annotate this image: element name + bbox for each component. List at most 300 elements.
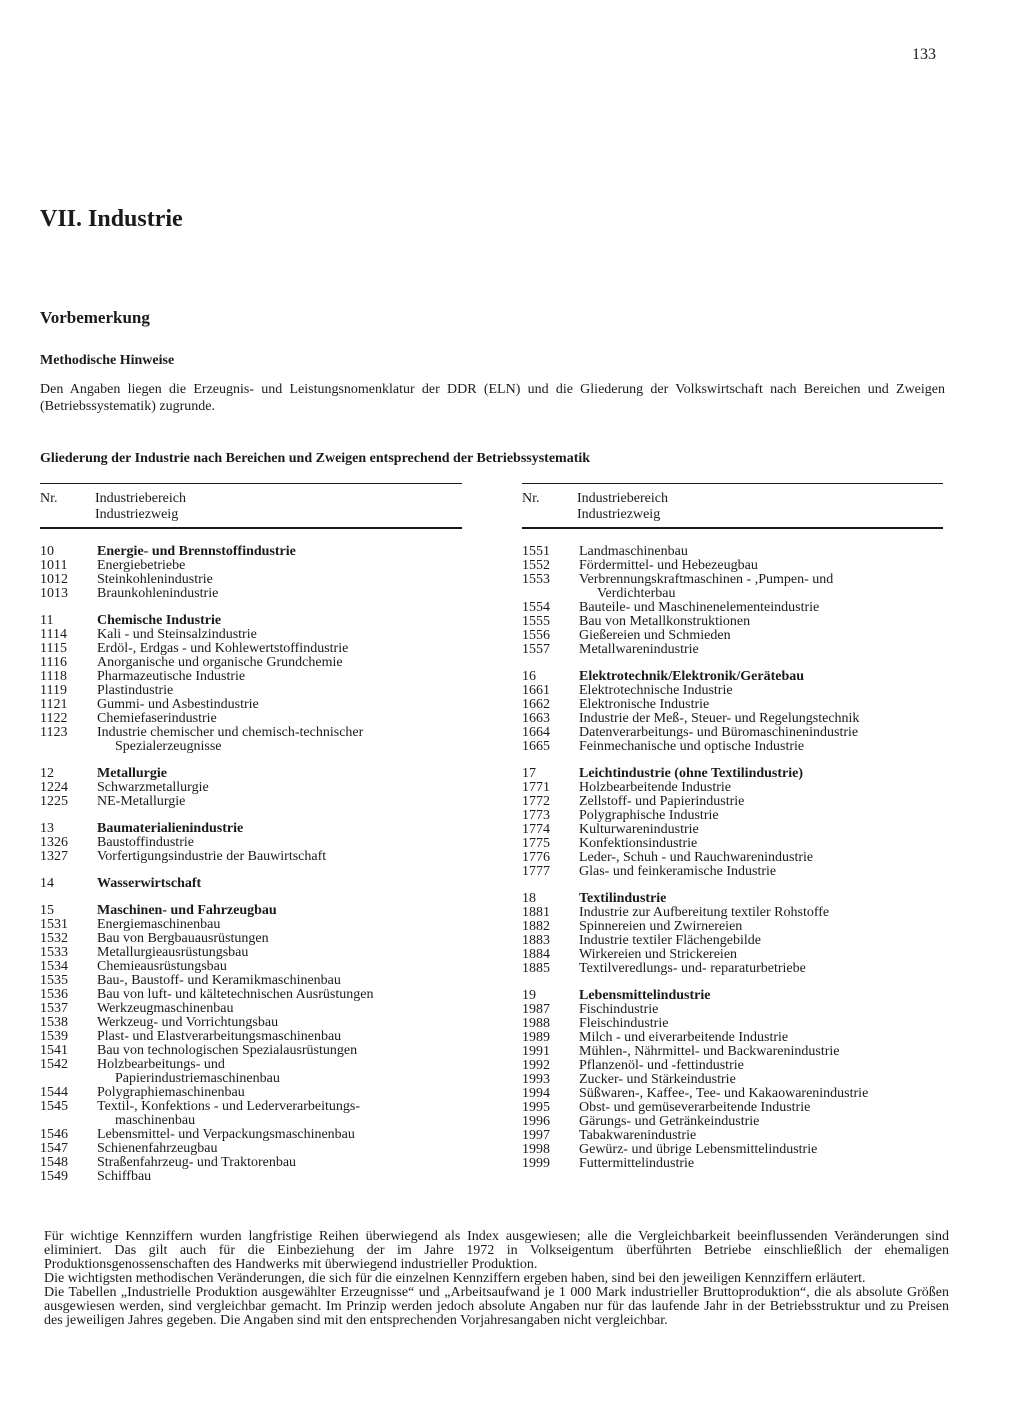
row-label: [97, 614, 462, 628]
row-label-text: Straßenfahrzeug- und Traktorenbau: [97, 1155, 297, 1170]
row-label-text: Pharmazeutische Industrie: [97, 669, 246, 684]
table-header: [522, 484, 943, 527]
row-label: [579, 1045, 943, 1059]
row-label-text: Verbrennungskraftmaschinen - ,Pumpen- und: [579, 572, 834, 587]
row-label-text: Landmaschinenbau: [579, 544, 688, 559]
table-row: [40, 1002, 462, 1016]
row-label-text: Schwarzmetallurgie: [97, 780, 209, 795]
table-row: [522, 559, 943, 573]
row-label: [579, 1129, 943, 1143]
row-label-text: Gummi- und Asbestindustrie: [97, 697, 259, 712]
row-label-text: Gewürz- und übrige Lebensmittelindustrie: [579, 1142, 818, 1157]
row-label: [97, 781, 462, 795]
row-label: [579, 573, 943, 601]
row-label: [579, 809, 943, 823]
row-label-text: Lebensmittelindustrie: [579, 988, 711, 1003]
row-label: [97, 712, 462, 726]
page-number: 133: [912, 46, 936, 63]
row-label-text: Lebensmittel- und Verpackungsmaschinenbau: [97, 1127, 355, 1142]
row-label: [97, 850, 462, 864]
row-label: [97, 836, 462, 850]
row-code: 1548: [40, 1155, 68, 1170]
row-label: [579, 837, 943, 851]
row-label-text: Fischindustrie: [579, 1002, 659, 1017]
row-label-text: Schiffbau: [97, 1169, 152, 1184]
table-row: [40, 960, 462, 974]
table-row: [522, 573, 943, 601]
row-code: 1988: [522, 1016, 550, 1031]
row-label: [579, 670, 943, 684]
row-code: 1885: [522, 961, 550, 976]
row-code: 1552: [522, 558, 550, 573]
row-label: [97, 684, 462, 698]
table-row: [40, 642, 462, 656]
row-label: [97, 932, 462, 946]
table-row: [40, 1016, 462, 1030]
row-label: [579, 601, 943, 615]
row-label: [97, 1002, 462, 1016]
row-code: 1547: [40, 1141, 68, 1156]
row-code: 17: [522, 766, 536, 781]
table-row: [40, 698, 462, 712]
table-row: [40, 1100, 462, 1128]
table-row: [522, 1017, 943, 1031]
footer-notes: [44, 1230, 949, 1328]
row-code: 11: [40, 613, 54, 628]
row-label-text: Bau-, Baustoff- und Keramikmaschinenbau: [97, 973, 341, 988]
table-row: [522, 1073, 943, 1087]
row-code: 1115: [40, 641, 67, 656]
row-code: 1539: [40, 1029, 68, 1044]
row-label-text: Polygraphiemaschinenbau: [97, 1085, 245, 1100]
row-label: [97, 877, 462, 891]
row-code: 1011: [40, 558, 68, 573]
table-row: [40, 850, 462, 864]
table-row: [40, 918, 462, 932]
row-label-text: Süßwaren-, Kaffee-, Tee- und Kakaowarenindustrie: [579, 1086, 869, 1101]
row-label: [579, 1017, 943, 1031]
row-label-text: Metallurgie: [97, 766, 167, 781]
table-row: [40, 1142, 462, 1156]
table-row: [522, 795, 943, 809]
row-label-text: Kali - und Steinsalzindustrie: [97, 627, 257, 642]
row-label: [97, 946, 462, 960]
table-row: [522, 1143, 943, 1157]
row-label-text: NE-Metallurgie: [97, 794, 186, 809]
row-label: [579, 643, 943, 657]
table-row: [40, 656, 462, 670]
row-label-text: Steinkohlenindustrie: [97, 572, 213, 587]
header-line1: Industriebereich: [95, 491, 186, 506]
row-label-text: Pflanzenöl- und -fettindustrie: [579, 1058, 744, 1073]
header-labels: [95, 491, 186, 523]
table-row: [522, 545, 943, 559]
row-label-text: Glas- und feinkeramische Industrie: [579, 864, 777, 879]
table-row: [522, 726, 943, 740]
row-code: 1013: [40, 586, 68, 601]
row-label-text: Wirkereien und Strickereien: [579, 947, 738, 962]
table-row: [522, 851, 943, 865]
table-row: [522, 1059, 943, 1073]
row-label: [579, 1073, 943, 1087]
row-label: [579, 726, 943, 740]
row-code: 1123: [40, 725, 68, 740]
row-label-text: Plast- und Elastverarbeitungsmaschinenbau: [97, 1029, 342, 1044]
row-label: [579, 851, 943, 865]
row-code: 1773: [522, 808, 550, 823]
row-label: [579, 712, 943, 726]
row-code: 1224: [40, 780, 68, 795]
row-code: 1551: [522, 544, 550, 559]
row-label: [579, 920, 943, 934]
header-line2: Industriezweig: [95, 507, 179, 522]
row-label-text: Fleischindustrie: [579, 1016, 669, 1031]
table-row: [40, 795, 462, 809]
row-label-text: Metallurgieausrüstungsbau: [97, 945, 249, 960]
row-label: [579, 615, 943, 629]
table-row: [40, 1030, 462, 1044]
row-label-text: Werkzeug- und Vorrichtungsbau: [97, 1015, 279, 1030]
row-label: [97, 1128, 462, 1142]
table-row: [522, 643, 943, 657]
row-code: 1884: [522, 947, 550, 962]
table-row: [40, 587, 462, 601]
row-label: [579, 1059, 943, 1073]
row-label-continuation: maschinenbau: [115, 1113, 196, 1128]
row-label-text: Industrie zur Aufbereitung textiler Rohstoffe: [579, 905, 830, 920]
row-label-text: Futtermittelindustrie: [579, 1156, 695, 1171]
row-label-text: Bau von Bergbauausrüstungen: [97, 931, 269, 946]
row-code: 1777: [522, 864, 550, 879]
row-label: [579, 698, 943, 712]
table-row: [40, 628, 462, 642]
row-label-text: Elektronische Industrie: [579, 697, 710, 712]
row-code: 1538: [40, 1015, 68, 1030]
row-label-text: Chemiefaserindustrie: [97, 711, 217, 726]
row-label-text: Fördermittel- und Hebezeugbau: [579, 558, 758, 573]
table-column-left: [40, 483, 462, 1184]
table-row: [40, 545, 462, 559]
table-rows-left: [40, 545, 462, 1184]
table-row: [40, 877, 462, 891]
table-column-right: [522, 483, 943, 1171]
row-label: [97, 918, 462, 932]
row-label-text: Bau von technologischen Spezialausrüstungen: [97, 1043, 358, 1058]
row-label: [97, 1100, 462, 1128]
row-code: 1555: [522, 614, 550, 629]
row-code: 1542: [40, 1057, 68, 1072]
table-row: [522, 767, 943, 781]
row-label: [579, 1003, 943, 1017]
table-row: [40, 822, 462, 836]
row-code: 1533: [40, 945, 68, 960]
table-row: [40, 726, 462, 754]
table-row: [522, 684, 943, 698]
table-row: [40, 932, 462, 946]
row-label-text: Feinmechanische und optische Industrie: [579, 739, 805, 754]
row-label-text: Gießereien und Schmieden: [579, 628, 731, 643]
header-nr: Nr.: [40, 491, 58, 506]
row-label-continuation: Papierindustriemaschinenbau: [115, 1071, 280, 1086]
table-row: [40, 1128, 462, 1142]
row-label-text: Energiemaschinenbau: [97, 917, 221, 932]
row-code: 1556: [522, 628, 550, 643]
table-row: [40, 1086, 462, 1100]
table-row: [522, 1129, 943, 1143]
table-row: [522, 1003, 943, 1017]
table-row: [40, 1170, 462, 1184]
row-label: [97, 1086, 462, 1100]
footer-paragraph: Die Tabellen „Industrielle Produktion ausgewählter Erzeugnisse“ und „Arbeitsaufwand je 1 000 Mark industrieller Bruttoproduktion“, die als absolute Größen ausgewiesen werden, sind vergleichbar gemacht. Im Prinzip werden jedoch absolute Angaben nur für das laufende Jahr in der Betriebsstruktur und zu Preisen des jeweiligen Jahres gegeben. Die Angaben sind mit den entsprechenden Vorjahresangaben nicht vergleichbar.: [44, 1285, 949, 1328]
row-label: [579, 1031, 943, 1045]
table-row: [522, 1045, 943, 1059]
row-code: 1991: [522, 1044, 550, 1059]
row-code: 1118: [40, 669, 67, 684]
row-label: [97, 960, 462, 974]
row-label: [97, 1170, 462, 1184]
row-label: [97, 988, 462, 1002]
row-label-text: Textilindustrie: [579, 891, 667, 906]
row-code: 1326: [40, 835, 68, 850]
row-code: 1225: [40, 794, 68, 809]
row-label: [579, 684, 943, 698]
row-code: 1881: [522, 905, 550, 920]
row-label-text: Holzbearbeitende Industrie: [579, 780, 731, 795]
row-label-text: Mühlen-, Nährmittel- und Backwarenindustrie: [579, 1044, 840, 1059]
table-row: [522, 1101, 943, 1115]
row-label-continuation: Verdichterbau: [597, 586, 676, 601]
table-row: [522, 1157, 943, 1171]
row-label-text: Baustoffindustrie: [97, 835, 194, 850]
row-code: 1772: [522, 794, 550, 809]
row-label: [579, 934, 943, 948]
table-row: [40, 1156, 462, 1170]
row-label: [579, 1101, 943, 1115]
row-label-text: Metallwarenindustrie: [579, 642, 699, 657]
table-row: [522, 601, 943, 615]
row-label: [97, 974, 462, 988]
row-code: 1994: [522, 1086, 550, 1101]
header-nr: Nr.: [522, 491, 540, 506]
row-code: 1775: [522, 836, 550, 851]
row-label-text: Wasserwirtschaft: [97, 876, 202, 891]
row-code: 1557: [522, 642, 550, 657]
row-label: [97, 822, 462, 836]
row-label-text: Textil-, Konfektions - und Lederverarbeitungs-: [97, 1099, 360, 1114]
table-row: [40, 1058, 462, 1086]
row-code: 1771: [522, 780, 550, 795]
footer-paragraph: Für wichtige Kennziffern wurden langfristige Reihen überwiegend als Index ausgewiesen; alle die Vergleichbarkeit beeinflussenden Veränderungen sind eliminiert. Das gilt auch für die Einbeziehung der im Jahre 1972 in Volkseigentum überführten Betriebe einschließlich der ehemaligen Produktionsgenossenschaften des Handwerks mit überwiegend industrieller Produktion.: [44, 1229, 949, 1272]
row-label-text: Polygraphische Industrie: [579, 808, 719, 823]
row-label-text: Leder-, Schuh - und Rauchwarenindustrie: [579, 850, 814, 865]
row-label-text: Bau von Metallkonstruktionen: [579, 614, 751, 629]
row-label: [97, 1058, 462, 1086]
row-label-text: Elektrotechnik/Elektronik/Gerätebau: [579, 669, 805, 684]
row-label: [97, 573, 462, 587]
row-code: 1999: [522, 1156, 550, 1171]
row-label: [97, 545, 462, 559]
table-row: [522, 781, 943, 795]
row-label: [97, 795, 462, 809]
row-label-text: Braunkohlenindustrie: [97, 586, 219, 601]
table-row: [522, 712, 943, 726]
row-code: 1327: [40, 849, 68, 864]
row-code: 1536: [40, 987, 68, 1002]
row-label-text: Tabakwarenindustrie: [579, 1128, 697, 1143]
row-label-text: Gärungs- und Getränkeindustrie: [579, 1114, 760, 1129]
row-code: 1883: [522, 933, 550, 948]
row-code: 1012: [40, 572, 68, 587]
header-labels: [577, 491, 668, 523]
row-label-text: Zucker- und Stärkeindustrie: [579, 1072, 736, 1087]
row-code: 19: [522, 988, 536, 1003]
row-label: [97, 1044, 462, 1058]
row-label-text: Kulturwarenindustrie: [579, 822, 699, 837]
table-row: [522, 962, 943, 976]
row-code: 1535: [40, 973, 68, 988]
row-label: [579, 962, 943, 976]
row-label: [97, 656, 462, 670]
row-code: 1882: [522, 919, 550, 934]
footer-paragraph: Die wichtigsten methodischen Veränderungen, die sich für die einzelnen Kennziffern ergeben haben, sind bei den jeweiligen Kennziffern erläutert.: [44, 1271, 866, 1286]
table-row: [522, 989, 943, 1003]
table-row: [522, 920, 943, 934]
row-label-text: Schienenfahrzeugbau: [97, 1141, 218, 1156]
table-row: [522, 948, 943, 962]
row-label-text: Energie- und Brennstoffindustrie: [97, 544, 296, 559]
row-code: 1998: [522, 1142, 550, 1157]
row-code: 14: [40, 876, 54, 891]
row-code: 12: [40, 766, 54, 781]
row-label-text: Industrie chemischer und chemisch-technischer: [97, 725, 364, 740]
table-row: [40, 974, 462, 988]
row-label-text: Bau von luft- und kältetechnischen Ausrüstungen: [97, 987, 374, 1002]
table-row: [522, 934, 943, 948]
row-code: 1993: [522, 1072, 550, 1087]
header-line2: Industriezweig: [577, 507, 661, 522]
table-row: [522, 823, 943, 837]
row-code: 1992: [522, 1058, 550, 1073]
row-label: [579, 865, 943, 879]
chapter-title: VII. Industrie: [40, 206, 183, 232]
table-row: [40, 988, 462, 1002]
table-row: [522, 1031, 943, 1045]
row-code: 1532: [40, 931, 68, 946]
row-label: [97, 1016, 462, 1030]
row-code: 1774: [522, 822, 550, 837]
row-code: 1776: [522, 850, 550, 865]
row-label: [579, 892, 943, 906]
subsection-title: Methodische Hinweise: [40, 353, 175, 368]
row-label-text: Datenverarbeitungs- und Büromaschinenindustrie: [579, 725, 859, 740]
row-label-text: Chemische Industrie: [97, 613, 222, 628]
row-label: [579, 989, 943, 1003]
table-row: [522, 615, 943, 629]
row-label: [579, 795, 943, 809]
row-label-text: Obst- und gemüseverarbeitende Industrie: [579, 1100, 811, 1115]
table-rows-right: [522, 545, 943, 1171]
table-row: [522, 698, 943, 712]
row-label: [579, 559, 943, 573]
row-label-text: Bauteile- und Maschinenelementeindustrie: [579, 600, 820, 615]
row-label: [579, 1115, 943, 1129]
row-code: 1534: [40, 959, 68, 974]
table-row: [40, 573, 462, 587]
row-code: 10: [40, 544, 54, 559]
row-code: 18: [522, 891, 536, 906]
table-row: [522, 906, 943, 920]
row-label-text: Konfektionsindustrie: [579, 836, 698, 851]
table-row: [522, 837, 943, 851]
table-row: [40, 559, 462, 573]
table-header-rule: [40, 527, 462, 529]
row-label-continuation: Spezialerzeugnisse: [115, 739, 222, 754]
row-code: 1664: [522, 725, 550, 740]
row-label: [97, 904, 462, 918]
row-label: [97, 670, 462, 684]
row-code: 1121: [40, 697, 68, 712]
table-row: [40, 712, 462, 726]
table-title: Gliederung der Industrie nach Bereichen und Zweigen entsprechend der Betriebssystematik: [40, 451, 591, 466]
row-label: [579, 740, 943, 754]
table-row: [40, 946, 462, 960]
row-label-text: Industrie der Meß-, Steuer- und Regelungstechnik: [579, 711, 860, 726]
row-code: 1663: [522, 711, 550, 726]
row-label: [579, 629, 943, 643]
row-label: [579, 1157, 943, 1171]
row-code: 1119: [40, 683, 67, 698]
row-code: 1987: [522, 1002, 550, 1017]
row-code: 1116: [40, 655, 67, 670]
row-code: 1661: [522, 683, 550, 698]
row-label-text: Erdöl-, Erdgas - und Kohlewertstoffindustrie: [97, 641, 349, 656]
row-code: 1541: [40, 1043, 68, 1058]
row-label: [579, 823, 943, 837]
table-row: [522, 1115, 943, 1129]
row-label: [579, 1143, 943, 1157]
row-label-text: Spinnereien und Zwirnereien: [579, 919, 743, 934]
row-label: [97, 642, 462, 656]
row-label: [97, 559, 462, 573]
table-header: [40, 484, 462, 527]
row-label: [97, 698, 462, 712]
row-code: 1989: [522, 1030, 550, 1045]
intro-text: Den Angaben liegen die Erzeugnis- und Leistungsnomenklatur der DDR (ELN) und die Gliederung der Volkswirtschaft nach Bereichen und Zweigen (Betriebssystematik) zugrunde.: [40, 382, 945, 414]
row-code: 1996: [522, 1114, 550, 1129]
row-label: [579, 767, 943, 781]
row-label: [579, 1087, 943, 1101]
row-label: [579, 948, 943, 962]
row-label-text: Plastindustrie: [97, 683, 174, 698]
row-code: 1553: [522, 572, 550, 587]
row-label-text: Leichtindustrie (ohne Textilindustrie): [579, 766, 804, 781]
table-row: [40, 836, 462, 850]
row-label-text: Maschinen- und Fahrzeugbau: [97, 903, 277, 918]
table-row: [40, 781, 462, 795]
row-code: 1114: [40, 627, 67, 642]
row-label-text: Werkzeugmaschinenbau: [97, 1001, 234, 1016]
section-title: Vorbemerkung: [40, 308, 150, 327]
row-label-text: Zellstoff- und Papierindustrie: [579, 794, 745, 809]
row-code: 1122: [40, 711, 68, 726]
row-label: [579, 781, 943, 795]
table-row: [522, 740, 943, 754]
row-code: 1995: [522, 1100, 550, 1115]
table-row: [40, 904, 462, 918]
row-label-text: Energiebetriebe: [97, 558, 186, 573]
row-label: [97, 767, 462, 781]
row-code: 1662: [522, 697, 550, 712]
